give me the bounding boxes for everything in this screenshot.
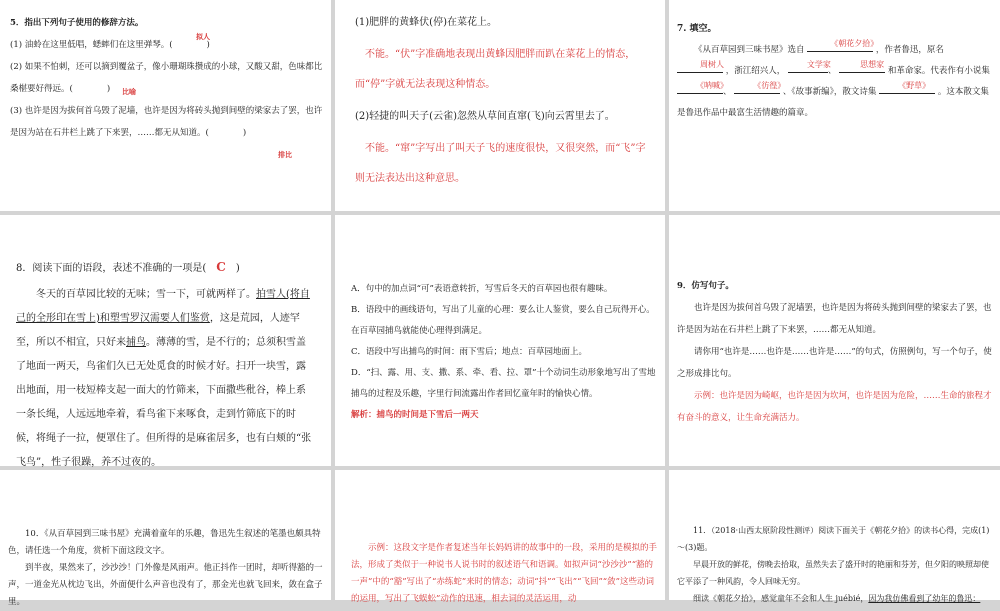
q5-2-answer: 比喻 xyxy=(122,87,136,96)
q7-ans-c1: 《呐喊》 xyxy=(696,81,728,90)
q8-title-end: ) xyxy=(225,263,240,274)
passage-part-b: 。 xyxy=(246,289,256,300)
q5-3-answer: 排比 xyxy=(278,150,292,159)
q11-text-2 xyxy=(677,590,992,607)
q5-title: 5．指出下列句子使用的修辞方法。 xyxy=(10,18,144,28)
panel-q8 xyxy=(0,215,331,466)
q7-blank-name xyxy=(677,62,723,73)
option-c: C．语段中写出捕鸟的时间：雨下雪后；地点：百草园地面上。 xyxy=(351,347,588,357)
q7-ans-role2: 思想家 xyxy=(860,60,885,69)
q5-1-text: (1) 油蛉在这里低唱，蟋蟀们在这里弹琴。( ) xyxy=(10,40,210,50)
q5-item-1 xyxy=(10,34,323,56)
q7-text-3: ，浙江绍兴人， xyxy=(725,66,786,76)
q7-ans-c2: 《彷徨》 xyxy=(753,81,786,90)
q11-title: 11．（2018·山西太原阶段性测评）阅读下面关于《朝花夕拾》的读书心得，完成(1)～(3)题。 xyxy=(677,526,990,552)
q7-blank-c1 xyxy=(677,81,728,94)
option-a: A．句中的加点词“可”表语意转折，写雪后冬天的百草园也很有趣味。 xyxy=(351,284,613,294)
passage-underline-2: 捕鸟 xyxy=(126,337,146,348)
panel-q5 xyxy=(0,0,331,211)
panel-word-analysis xyxy=(335,0,665,211)
q10-passage: 到半夜，果然来了，沙沙沙！门外像是风雨声。他正抖作一团时，却听得豁的一声，一道金光从枕边飞出，外面便什么声音也没有了，那金光也就飞回来，敛在盒子里。 xyxy=(8,563,323,607)
q-fat-wasp: (1)肥胖的黄蜂伏(停)在菜花上。 xyxy=(355,17,497,28)
q10-title: 10．《从百草园到三味书屋》充满着童年的乐趣，鲁迅先生叙述的笔墨也颇具特色，请任选一个角度，赏析下面这段文字。 xyxy=(8,529,321,556)
panel-q11 xyxy=(669,470,1000,603)
passage-part-d: 。薄薄的雪，是不行的；总须积雪盖了地面一两天，鸟雀们久已无处觅食的时候才好。扫开一块雪，露出地面，用一枝短棒支起一面大的竹筛来，下面撒些秕谷，棒上系一条长绳，人远远地牵着，看鸟雀下来啄食，走到竹筛底下的时候，将绳子一拉，便罩住了。但所得的是麻雀居多，也有白颊的“张飞鸟”，性子很躁，养不过夜的。 xyxy=(16,337,312,468)
q7-ans-name: 周树人 xyxy=(700,60,724,69)
q5-item-2 xyxy=(10,56,323,100)
q8-passage xyxy=(16,283,315,475)
option-b: B．语段中的画线语句，写出了儿童的心理：要么让人鉴赏，要么自己玩得开心。在百草园捕鸟就能使心理得到满足。 xyxy=(351,305,655,336)
q7-blank-c2 xyxy=(734,81,786,94)
q11-text-2-underlined: 因为我仿佛看到了幼年的鲁迅： xyxy=(868,594,981,603)
q8-title xyxy=(16,255,315,281)
q-skylark: (2)轻捷的叫天子(云雀)忽然从草间直窜(飞)向云霄里去了。 xyxy=(355,111,615,122)
q7-blank-book xyxy=(807,39,879,52)
panel-q8-options xyxy=(335,215,665,466)
q9-example-sentence: 也许是因为拔何首乌毁了泥墙罢，也许是因为将砖头抛到间壁的梁家去了罢，也许是因为站在石井栏上跳了下来罢，……都无从知道。 xyxy=(677,303,992,335)
q8-explanation: 解析：捕鸟的时间是下雪后一两天 xyxy=(351,410,479,420)
q9-instruction: 请你用“也许是……也许是……也许是……”的句式，仿照例句，写一个句子，使之形成排比句。 xyxy=(677,347,992,379)
q9-answer: 示例：也许是因为崎岖，也许是因为坎坷，也许是因为危险，……生命的旅程才有奋斗的意义，让生命充满活力。 xyxy=(677,391,992,423)
q11-text-1: 早晨开放的鲜花，傍晚去拾取，虽然失去了盛开时的艳丽和芬芳，但夕阳的映照却使它平添了一种风韵，令人回味无穷。 xyxy=(677,560,989,586)
q7-text-5: 、《故事新编》，散文诗集 xyxy=(782,87,877,97)
q7-ans-c3: 《野草》 xyxy=(898,81,931,90)
panel-q9 xyxy=(669,215,1000,466)
q8-title-text: 8．阅读下面的语段，表述不准确的一项是( xyxy=(16,263,217,274)
answer-skylark: 不能。“窜”字写出了叫天子飞的速度很快，又很突然，而“飞”字则无法表达出这种意思。 xyxy=(355,143,646,184)
panel-q10-answer xyxy=(335,470,665,604)
q5-3-text: (3) 也许是因为拔何首乌毁了泥墙，也许是因为将砖头抛到间壁的梁家去了罢，也许是因为站在石井栏上跳了下来罢，……都无从知道。( ) xyxy=(10,106,323,138)
q7-ans-book: 《朝花夕拾》 xyxy=(830,39,879,48)
q11-text-2a: 细读《朝花夕拾》，感觉童年不会和人生 juébié， xyxy=(693,594,869,603)
passage-part-c: ，这是荒园，人迹罕至，所以不相宜，只好来 xyxy=(16,313,300,348)
q7-text-4: 和革命家。代表作有小说集 xyxy=(887,66,990,76)
q7-text-1: 《从百草园到三味书屋》选自 xyxy=(694,45,805,55)
q9-title: 9．仿写句子。 xyxy=(677,281,734,291)
q7-body: 《从百草园到三味书屋》选自 《朝花夕拾》 ，作者鲁迅，原名 周树人 ，浙江绍兴人， 文学家 、 思想家 和革命家。代表作有小说集 《呐喊》 、 《彷徨》 、《故事新编》，散文诗集 《野草》 。这本散文集是鲁迅作品中最富生活情趣的篇章。 xyxy=(677,40,992,124)
q7-text-2: ，作者鲁迅，原名 xyxy=(875,45,944,55)
q7-blank-role1 xyxy=(788,60,831,73)
q5-item-3 xyxy=(10,100,323,159)
passage-dotted-word: 可就两样了 xyxy=(196,289,246,300)
passage-underline-1: 拍雪人(将自己的全形印在雪上)和塑雪罗汉需要人们鉴赏 xyxy=(16,289,310,324)
q8-answer: C xyxy=(216,260,226,274)
answer-fat-wasp: 不能。“伏”字准确地表现出黄蜂因肥胖而趴在菜花上的情态，而“停”字就无法表现这种情态。 xyxy=(355,49,636,90)
passage-part-a: 冬天的百草园比较的无味；雪一下， xyxy=(36,289,196,300)
q7-blank-role2 xyxy=(839,62,885,73)
q7-title: 7. 填空。 xyxy=(677,24,717,34)
q5-2-text: (2) 如果不怕刺，还可以摘到覆盆子，像小珊瑚珠攒成的小球，又酸又甜，色味都比桑椹要好得远。( ) xyxy=(10,62,323,94)
q7-ans-role1: 文学家 xyxy=(806,60,831,69)
q7-text-6: 。这本散文集是鲁迅作品中最富生活情趣的篇章。 xyxy=(677,87,989,118)
panel-q10 xyxy=(0,470,331,607)
q5-1-answer: 拟人 xyxy=(196,32,210,41)
option-d: D．“扫、露、用、支、撒、系、牵、看、拉、罩”十个动词生动形象地写出了雪地捕鸟的过程及乐趣，字里行间流露出作者回忆童年时的愉快心情。 xyxy=(351,368,656,399)
q7-blank-c3 xyxy=(879,83,935,94)
panel-q7 xyxy=(669,0,1000,211)
q10-answer: 示例：这段文字是作者复述当年长妈妈讲的故事中的一段，采用的是模拟的手法，形成了类似于一种说书人说书时的叙述语气和语调。如拟声词“沙沙沙”“豁的一声”中的“豁”写出了“赤练蛇”来时的情态；动词“抖”“飞出”“飞回”“敛”这些动词的运用，写出了飞蜈蚣”动作的迅速，相去词的灵活运用，动 xyxy=(351,543,658,604)
